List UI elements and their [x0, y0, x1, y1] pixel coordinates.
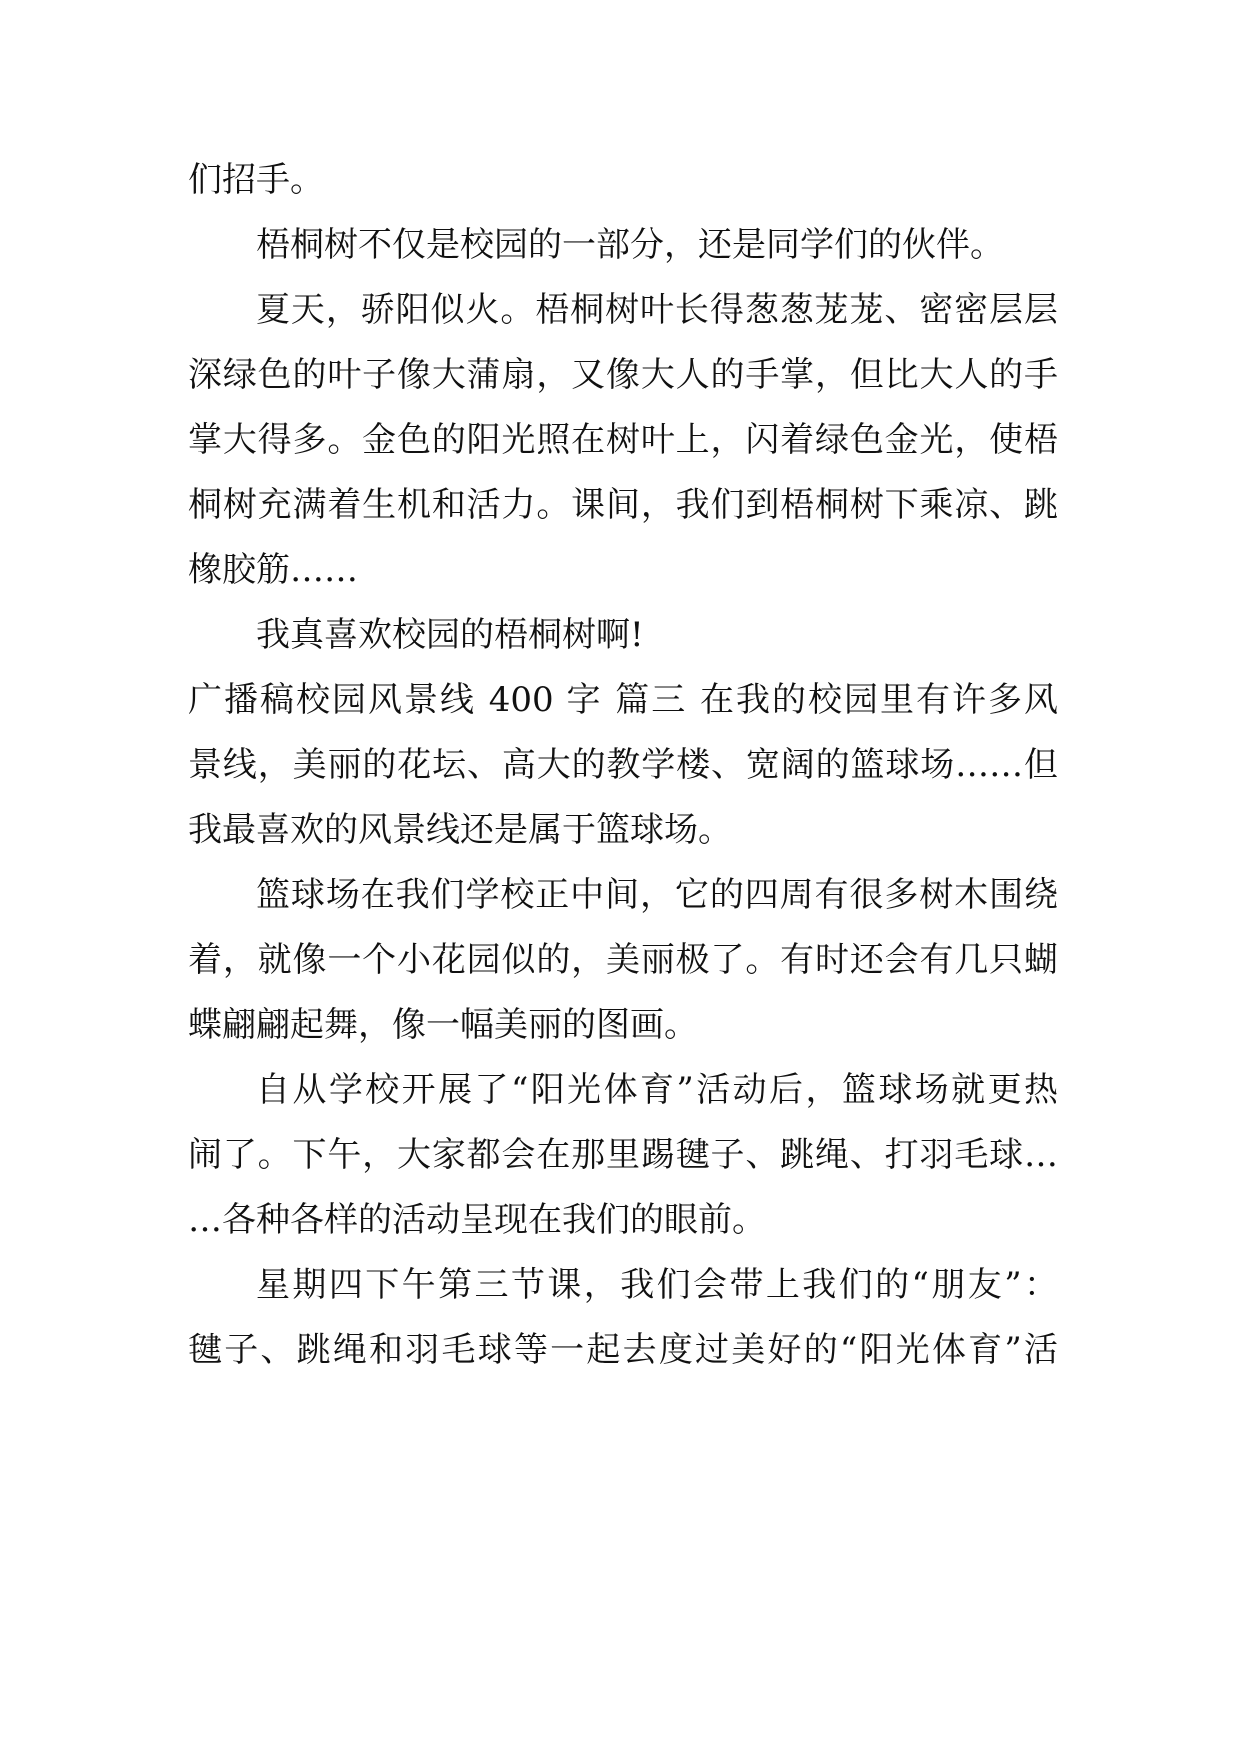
paragraph-line: 星期四下午第三节课，我们会带上我们的“朋友”： [256, 1265, 1058, 1305]
paragraph-line: 我真喜欢校园的梧桐树啊! [256, 615, 644, 655]
text-line: 毽子、跳绳和羽毛球等一起去度过美好的“阳光体育”活 [188, 1330, 1058, 1370]
text-line: 蝶翩翩起舞，像一幅美丽的图画。 [188, 1005, 698, 1045]
paragraph-line: 夏天，骄阳似火。梧桐树叶长得葱葱茏茏、密密层层 [256, 290, 1058, 330]
text-line: 景线，美丽的花坛、高大的教学楼、宽阔的篮球场……但 [188, 745, 1058, 785]
paragraph-line: 自从学校开展了“阳光体育”活动后，篮球场就更热 [256, 1070, 1058, 1110]
text-line: 们招手。 [188, 160, 324, 200]
text-line: 桐树充满着生机和活力。课间，我们到梧桐树下乘凉、跳 [188, 485, 1058, 525]
text-line: 橡胶筋…… [188, 550, 358, 590]
section-heading-line: 广播稿校园风景线 400 字 篇三 在我的校园里有许多风 [188, 680, 1058, 720]
text-line: 着，就像一个小花园似的，美丽极了。有时还会有几只蝴 [188, 940, 1058, 980]
text-line: 闹了。下午，大家都会在那里踢毽子、跳绳、打羽毛球… [188, 1135, 1058, 1175]
paragraph-line: 梧桐树不仅是校园的一部分，还是同学们的伙伴。 [256, 225, 1004, 265]
text-line: 深绿色的叶子像大蒲扇，又像大人的手掌，但比大人的手 [188, 355, 1058, 395]
text-line: 掌大得多。金色的阳光照在树叶上，闪着绿色金光，使梧 [188, 420, 1058, 460]
paragraph-line: 篮球场在我们学校正中间，它的四周有很多树木围绕 [256, 875, 1058, 915]
text-line: 我最喜欢的风景线还是属于篮球场。 [188, 810, 732, 850]
text-line: …各种各样的活动呈现在我们的眼前。 [188, 1200, 766, 1240]
